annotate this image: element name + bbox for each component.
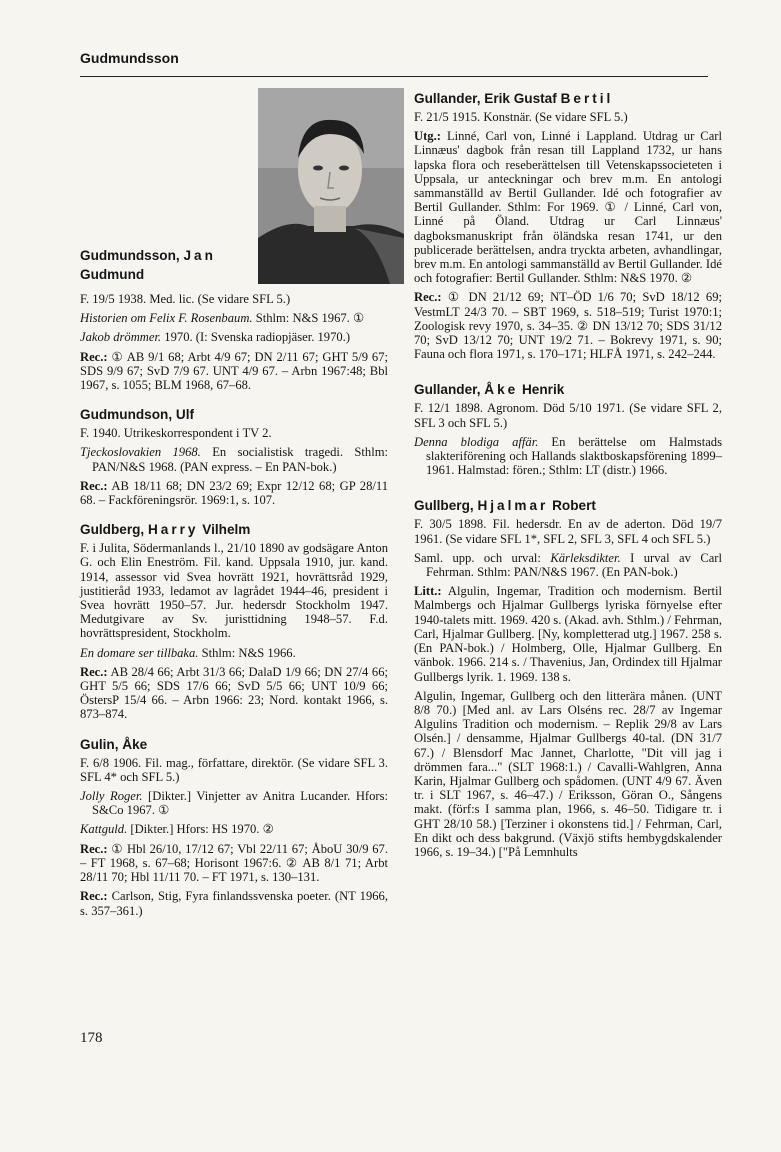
entry-heading: Gudmundsson, Jan Gudmund	[80, 248, 216, 282]
editions: Utg.: Linné, Carl von, Linné i Lappland. Utdrag ur Carl Linnæus' dagbok från resan till Lappland 1732, ur hans lapska flora och reseberättelsen till Vetenskapssocieteten i Uppsala, ur anteckningar och brev m.m. En antologi sammanställd av Bertil Gullander. Idé och fotografier av Bertil Gullander. Sthlm: For 1969. ① / Linné, Carl von, Linné på Öland. Utdrag ur Carl Linnæus' dagboksmanuskript från öländska resan 1741, ur den publicerade berättelsen, andra tryckta arbeten, avhandlingar, brev m.m. En antologi sammanställd av Bertil Gullander. Idé och fotografier: Bertil Gullander. Sthlm: N&S 1970. ②	[414, 129, 722, 286]
literature: Litt.: Algulin, Ingemar, Tradition och modernism. Bertil Malmbergs och Hjalmar Gullbergs lyriska förnyelse efter 1940-talets mitt. 1969. 420 s. (Akad. avh. Sthlm.) / Fehrman, Carl, Hjalmar Gullberg. [Ny, kompletterad utg.] 1967. 258 s. (En PAN-bok.) / Holmberg, Olle, Hjalmar Gullberg. En vänbok. 1966. 214 s. / Thavenius, Jan, Ordindex till Hjalmar Gullbergs lyrik. 1. 1969. 138 s.	[414, 584, 722, 684]
work-item: Jakob drömmer. 1970. (I: Svenska radiopjäser. 1970.)	[80, 330, 351, 345]
entry-guldberg-harry	[80, 521, 388, 721]
literature-continued: Algulin, Ingemar, Gullberg och den litterära månen. (UNT 8/8 70.) [Med anl. av Lars Olséns rec. 28/7 av Ingemar Algulins Tradition och modernism. – Replik 29/8 av Lars Olsén.] / densamme, Hjalmar Gullbergs 40-tal. (DN 31/7 67.) / Blensdorf Mac Jannet, Charlotte, "Dit vill jag i drömmen fara..." (SLT 1968:1.) / Cavalli-Wahlgren, Anna Karin, Hjalmar Gullberg och spådomen. (UNT 4/9 67. Även tr. i SLT 1967, s. 46–47.) / Eriksson, Göran O., Sångens makt. (förf:s I samma plan, 1966, s. 46–50. Tidigare tr. i GHT 28/10 58.) [Terziner i okonstens tid.] / Fehrman, Carl, En dikt och dess bakgrund. (Växjö stifts hembygdskalender 1966, s. 19–34.) ["På Lemnhults	[414, 688, 722, 859]
reviews: Rec.: AB 28/4 66; Arbt 31/3 66; DalaD 1/9 66; DN 27/4 66; GHT 5/5 66; SDS 17/6 66; SvD 5/5 66; UNT 10/9 66; ÖstersP 15/4 66. – Arbn 1966: 23; Nord. kontakt 1966, s. 873–874.	[80, 664, 388, 722]
biographical-line: F. 21/5 1915. Konstnär. (Se vidare SFL 5.)	[414, 110, 628, 124]
page-number: 178	[80, 1030, 103, 1046]
entry-gulin-ake	[80, 736, 388, 918]
reviews: Rec.: ① AB 9/1 68; Arbt 4/9 67; DN 2/11 67; GHT 5/9 67; SDS 9/9 67; SvD 7/9 67. UNT 4/9 67. – Arbn 1967:48; Bbl 1967, s. 1055; BLM 1968, 67–68.	[80, 349, 388, 393]
portrait-block	[80, 84, 388, 292]
work-item: Kattguld. [Dikter.] Hfors: HS 1970. ②	[80, 822, 274, 837]
entry-heading: Gullander, Åke Henrik	[414, 382, 565, 398]
entry-heading: Guldberg, Harry Vilhelm	[80, 522, 251, 538]
author-portrait-photo	[258, 88, 404, 284]
work-item: En domare ser tillbaka. Sthlm: N&S 1966.	[80, 645, 296, 660]
right-column	[414, 84, 722, 879]
biographical-line: F. 12/1 1898. Agronom. Död 5/10 1971. (Se vidare SFL 2, SFL 3 och SFL 5.)	[414, 401, 722, 430]
header-rule	[80, 76, 708, 77]
reviews: Rec.: Carlson, Stig, Fyra finlandssvenska poeter. (NT 1966, s. 357–361.)	[80, 889, 388, 918]
work-item: Jolly Roger. [Dikter.] Vinjetter av Anitra Lucander. Hfors: S&Co 1967. ①	[80, 789, 388, 818]
entry-gudmundsson-jan	[80, 84, 388, 392]
biographical-line: F. 19/5 1938. Med. lic. (Se vidare SFL 5.)	[80, 292, 291, 306]
entry-gudmundson-ulf	[80, 406, 388, 507]
left-column	[80, 84, 388, 938]
reviews: Rec.: AB 18/11 68; DN 23/2 69; Expr 12/12 68; GP 28/11 68. – Fackföreningsrör. 1969:1, s. 107.	[80, 478, 388, 508]
entry-gullander-ake	[414, 381, 722, 477]
entry-gullander-bertil	[414, 90, 722, 361]
work-item: Tjeckoslovakien 1968. En socialistisk tragedi. Sthlm: PAN/N&S 1968. (PAN express. – En PAN-bok.)	[80, 445, 388, 474]
entry-heading: Gudmundson, Ulf	[80, 407, 195, 423]
entry-heading: Gullander, Erik Gustaf Bertil	[414, 91, 614, 106]
work-item: Saml. upp. och urval: Kärleksdikter. I urval av Carl Fehrman. Sthlm: PAN/N&S 1967. (En PAN-bok.)	[414, 550, 722, 580]
running-head: Gudmundsson	[80, 50, 179, 66]
biographical-line: F. 1940. Utrikeskorrespondent i TV 2.	[80, 426, 272, 441]
entry-heading: Gulin, Åke	[80, 736, 148, 752]
portrait-image-icon	[258, 88, 404, 284]
biographical-line: F. 30/5 1898. Fil. hedersdr. En av de aderton. Död 19/7 1961. (Se vidare SFL 1*, SFL 2, SFL 3, SFL 4 och SFL 5.)	[414, 517, 722, 546]
entry-heading: Gullberg, Hjalmar Robert	[414, 498, 596, 514]
biographical-line: F. i Julita, Södermanlands l., 21/10 1890 av godsägare Anton G. och Elin Eneström. Fil. kand. Uppsala 1910, jur. kand. 1914, assessor vid Svea hovrätt 1921, hovrättsråd 1929, justitieråd 1933, ledamot av lagrådet 1944–46, president i Svea hovrätt 1950–57. Jur. hedersdr Stockholm 1947. Medutgivare av Sv. juristtidning 1948–57. F.d. hovrättspresident, Stockholm.	[80, 541, 388, 641]
reviews: Rec.: ① DN 21/12 69; NT–ÖD 1/6 70; SvD 18/12 69; VestmLT 24/3 70. – SBT 1969, s. 518–519; Turist 1970:1; Zoologisk revy 1970, s. 34–35. ② DN 13/12 70; SDS 31/12 70; SvD 13/12 70; UNT 19/2 71. – Bokrevy 1971, s. 90; Fauna och flora 1971, s. 170–171; HLFÅ 1971, s. 242–244.	[414, 290, 722, 362]
work-item: Historien om Felix F. Rosenbaum. Sthlm: N&S 1967. ①	[80, 311, 365, 326]
biographical-line: F. 6/8 1906. Fil. mag., författare, direktör. (Se vidare SFL 3. SFL 4* och SFL 5.)	[80, 755, 388, 784]
reviews: Rec.: ① Hbl 26/10, 17/12 67; Vbl 22/11 67; ÅboU 30/9 67. – FT 1968, s. 67–68; Horisont 1967:6. ② AB 8/1 71; Arbt 28/11 70; Hbl 11/11 70. – FT 1971, s. 130–131.	[80, 841, 388, 885]
work-item: Denna blodiga affär. En berättelse om Halmstads slakteriförening och Hallands slaktboskapsförening 1899–1961. Halmstad: fören.; Sthlm: LT (distr.) 1966.	[414, 434, 722, 478]
entry-gullberg-hjalmar	[414, 497, 722, 859]
